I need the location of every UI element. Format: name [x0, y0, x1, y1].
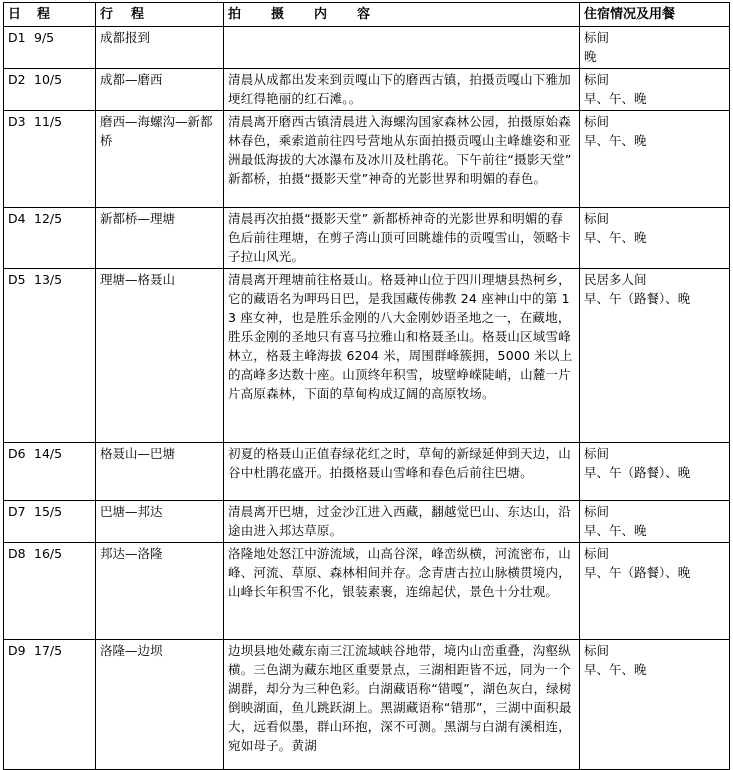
content-cell: 清晨离开磨西古镇清晨进入海螺沟国家森林公园，拍摄原始森林春色，乘索道前往四号营地从东面拍摄贡嘎山主峰雄姿和亚洲最低海拔的大冰瀑布及冰川及杜鹃花。下午前往“摄影天堂” 新都桥，拍摄“摄影天堂”神奇的光影世界和明媚的春色。 — [224, 111, 580, 208]
day-code: D8 — [8, 546, 26, 561]
day-date: 17/5 — [34, 643, 63, 658]
itinerary-table — [3, 2, 730, 770]
day-date: 13/5 — [34, 272, 63, 287]
day-code: D9 — [8, 643, 26, 658]
lodging-line: 早、午、晚 — [584, 662, 647, 677]
lodging-line: 标间 — [584, 643, 610, 658]
lodging-line: 早、午、晚 — [584, 230, 647, 245]
content-cell: 清晨再次拍摄“摄影天堂” 新都桥神奇的光影世界和明媚的春色后前往理塘，在剪子湾山顶可回眺雄伟的贡嘎雪山，领略卡子拉山风光。 — [224, 208, 580, 269]
route-cell: 磨西—海螺沟—新都桥 — [96, 111, 224, 208]
route-cell: 邦达—洛隆 — [96, 543, 224, 640]
route-cell: 格聂山—巴塘 — [96, 443, 224, 501]
day-date: 10/5 — [34, 72, 63, 87]
table-row — [4, 640, 730, 770]
day-date: 9/5 — [34, 30, 55, 45]
day-code: D5 — [8, 272, 26, 287]
table-row — [4, 269, 730, 443]
lodging-cell — [580, 543, 730, 640]
lodging-cell — [580, 443, 730, 501]
lodging-cell — [580, 640, 730, 770]
route-cell: 成都—磨西 — [96, 69, 224, 111]
lodging-line: 早、午、晚 — [584, 133, 647, 148]
lodging-line: 民居多人间 — [584, 272, 647, 287]
lodging-cell — [580, 69, 730, 111]
header-day: 日程 — [4, 3, 96, 27]
day-cell — [4, 208, 96, 269]
lodging-line: 早、午、晚 — [584, 523, 647, 538]
table-row — [4, 443, 730, 501]
content-cell: 清晨从成都出发来到贡嘎山下的磨西古镇，拍摄贡嘎山下雅加埂红得艳丽的红石滩。。 — [224, 69, 580, 111]
day-cell — [4, 640, 96, 770]
day-cell — [4, 69, 96, 111]
table-row — [4, 543, 730, 640]
table-row — [4, 501, 730, 543]
lodging-line: 标间 — [584, 504, 610, 519]
lodging-cell — [580, 269, 730, 443]
header-route: 行程 — [96, 3, 224, 27]
table-row — [4, 208, 730, 269]
lodging-line: 标间 — [584, 114, 610, 129]
lodging-line: 早、午（路餐）、晚 — [584, 291, 691, 306]
header-lodging: 住宿情况及用餐 — [580, 3, 730, 27]
table-row — [4, 27, 730, 69]
day-cell — [4, 443, 96, 501]
lodging-line: 早、午（路餐）、晚 — [584, 465, 691, 480]
day-date: 12/5 — [34, 211, 63, 226]
day-code: D7 — [8, 504, 26, 519]
day-cell — [4, 111, 96, 208]
lodging-cell — [580, 501, 730, 543]
header-row — [4, 3, 730, 27]
day-code: D4 — [8, 211, 26, 226]
route-cell: 理塘—格聂山 — [96, 269, 224, 443]
content-cell: 洛隆地处怒江中游流域，山高谷深，峰峦纵横，河流密布，山峰、河流、草原、森林相间并存。念青唐古拉山脉横贯境内，山峰长年积雪不化，银装素裹，连绵起伏，景色十分壮观。 — [224, 543, 580, 640]
content-cell: 初夏的格聂山正值春绿花红之时，草甸的新绿延伸到天边，山谷中杜鹃花盛开。拍摄格聂山雪峰和春色后前往巴塘。 — [224, 443, 580, 501]
lodging-line: 早、午、晚 — [584, 91, 647, 106]
lodging-line: 标间 — [584, 211, 610, 226]
day-date: 16/5 — [34, 546, 63, 561]
lodging-line: 标间 — [584, 446, 610, 461]
lodging-line: 标间 — [584, 72, 610, 87]
day-code: D3 — [8, 114, 26, 129]
content-cell: 边坝县地处藏东南三江流域峡谷地带，境内山峦重叠，沟壑纵横。三色湖为藏东地区重要景点，三湖相距皆不远，同为一个湖群，却分为三种色彩。白湖藏语称“错嘎”，湖色灰白，绿树倒映湖面，鱼儿跳跃湖上。黑湖藏语称“错那”，三湖中面积最大，远看似墨，群山环抱，深不可测。黑湖与白湖有溪相连，宛如母子。黄湖 — [224, 640, 580, 770]
lodging-line: 晚 — [584, 49, 597, 64]
day-cell — [4, 501, 96, 543]
day-date: 15/5 — [34, 504, 63, 519]
day-code: D1 — [8, 30, 26, 45]
table-row — [4, 111, 730, 208]
route-cell: 成都报到 — [96, 27, 224, 69]
day-cell — [4, 269, 96, 443]
header-content: 拍摄内容 — [224, 3, 580, 27]
content-cell: 清晨离开理塘前往格聂山。格聂神山位于四川理塘县热柯乡，它的藏语名为呷玛日巴，是我国藏传佛教 24 座神山中的第 13 座女神，也是胜乐金刚的八大金刚妙语圣地之一，在藏地，胜乐金刚的圣地只有喜马拉雅山和格聂圣山。格聂山区域雪峰林立，格聂主峰海拔 6204 米，周围群峰簇拥，5000 米以上的高峰多达数十座。山顶终年积雪，坡壁峥嵘陡峭，山麓一片片高原森林，下面的草甸构成辽阔的高原牧场。 — [224, 269, 580, 443]
day-date: 14/5 — [34, 446, 63, 461]
content-cell — [224, 27, 580, 69]
route-cell: 新都桥—理塘 — [96, 208, 224, 269]
route-cell: 巴塘—邦达 — [96, 501, 224, 543]
lodging-cell — [580, 208, 730, 269]
route-cell: 洛隆—边坝 — [96, 640, 224, 770]
day-code: D2 — [8, 72, 26, 87]
lodging-line: 标间 — [584, 30, 610, 45]
day-cell — [4, 27, 96, 69]
day-cell — [4, 543, 96, 640]
day-code: D6 — [8, 446, 26, 461]
content-cell: 清晨离开巴塘，过金沙江进入西藏，翻越觉巴山、东达山，沿途由进入邦达草原。 — [224, 501, 580, 543]
table-row — [4, 69, 730, 111]
day-date: 11/5 — [34, 114, 63, 129]
lodging-cell — [580, 111, 730, 208]
lodging-cell — [580, 27, 730, 69]
lodging-line: 早、午（路餐）、晚 — [584, 565, 691, 580]
lodging-line: 标间 — [584, 546, 610, 561]
